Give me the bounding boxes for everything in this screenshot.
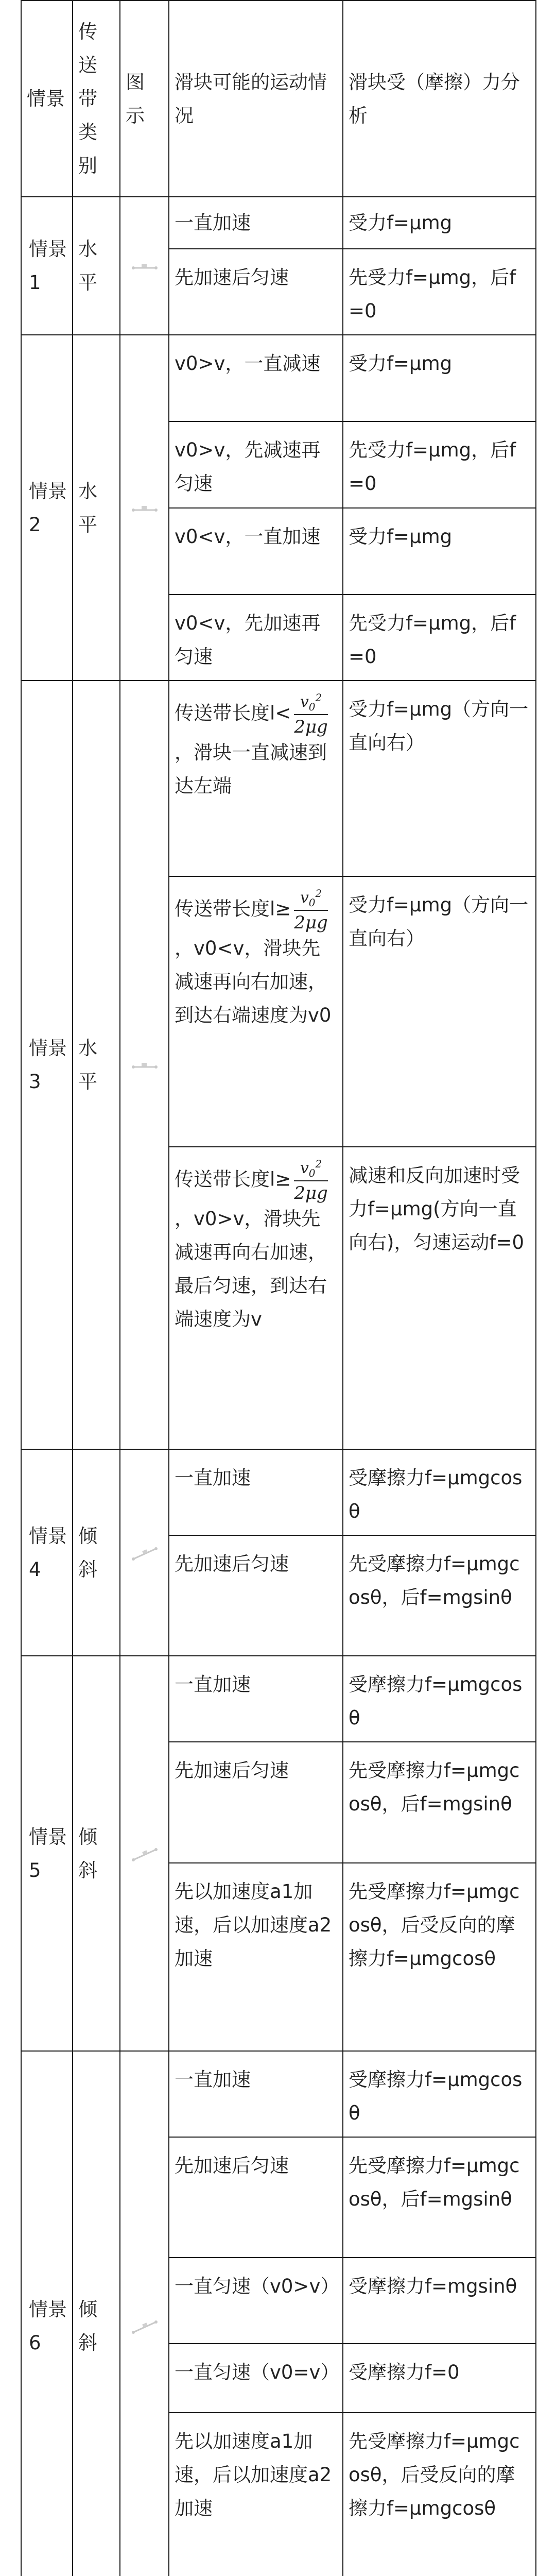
- motion-text: 传送带长度l≥: [175, 1168, 291, 1191]
- force-cell: 受摩擦力f=0: [343, 2344, 536, 2413]
- force-cell: 先受力f=μmg，后f=0: [343, 249, 536, 335]
- force-cell: 先受摩擦力f=μmgcosθ，后f=mgsinθ: [343, 1742, 536, 1863]
- motion-text: ，滑块一直减速到达左端: [175, 741, 327, 797]
- scene-label: 情景6: [21, 2051, 73, 2576]
- table-row: [21, 335, 536, 421]
- figure-cell: [120, 681, 169, 1449]
- scene-label: 情景5: [21, 1656, 73, 2051]
- horizontal-belt-icon: [129, 1057, 160, 1075]
- motion-cell: [169, 876, 343, 1147]
- belt-type: 倾斜: [73, 1449, 120, 1656]
- inclined-belt-icon: [129, 1545, 160, 1563]
- fraction-v0sq-2mug: $\frac{v_0^2}{2\mu g}$: [294, 887, 328, 933]
- force-cell: 受摩擦力f=μmgcosθ: [343, 1449, 536, 1535]
- motion-cell: 一直匀速（v0>v）: [169, 2258, 343, 2344]
- motion-cell: 一直加速: [169, 1449, 343, 1535]
- motion-cell: 一直匀速（v0=v）: [169, 2344, 343, 2413]
- table-row: [21, 1656, 536, 1742]
- motion-cell: 先加速后匀速: [169, 1535, 343, 1656]
- scene-label: 情景2: [21, 335, 73, 681]
- force-cell: 先受摩擦力f=μmgcosθ，后受反向的摩擦力f=μmgcosθ: [343, 1863, 536, 2051]
- table-row: [21, 1449, 536, 1535]
- force-cell: 受摩擦力f=μmgcosθ: [343, 2051, 536, 2137]
- fraction-v0sq-2mug: $\frac{v_0^2}{2\mu g}$: [294, 1158, 328, 1204]
- force-cell: 先受摩擦力f=μmgcosθ，后受反向的摩擦力f=μmgcosθ: [343, 2413, 536, 2576]
- motion-text: ，v0<v，滑块先减速再向右加速，到达右端速度为v0: [175, 937, 332, 1026]
- motion-cell: [169, 1147, 343, 1449]
- scene-label: 情景1: [21, 197, 73, 335]
- motion-cell: 一直加速: [169, 2051, 343, 2137]
- motion-cell: 先加速后匀速: [169, 1742, 343, 1863]
- motion-cell: v0>v，先减速再匀速: [169, 421, 343, 508]
- header-figure: 图示: [120, 1, 169, 197]
- force-cell: 受摩擦力f=mgsinθ: [343, 2258, 536, 2344]
- inclined-belt-icon: [129, 2318, 160, 2336]
- motion-cell: [169, 681, 343, 876]
- header-force: 滑块受（摩擦）力分析: [343, 1, 536, 197]
- header-motion: 滑块可能的运动情况: [169, 1, 343, 197]
- figure-cell: [120, 2051, 169, 2576]
- header-belt-type: 传送带类别: [73, 1, 120, 197]
- force-cell: 受力f=μmg: [343, 197, 536, 249]
- force-cell: 先受力f=μmg，后f=0: [343, 595, 536, 681]
- force-cell: 先受摩擦力f=μmgcosθ，后f=mgsinθ: [343, 1535, 536, 1656]
- horizontal-belt-icon: [129, 500, 160, 518]
- motion-cell: v0<v，一直加速: [169, 508, 343, 595]
- header-scene: 情景: [21, 1, 73, 197]
- fraction-v0sq-2mug: $\frac{v_0^2}{2\mu g}$: [294, 691, 328, 737]
- motion-cell: 一直加速: [169, 1656, 343, 1742]
- force-cell: 先受摩擦力f=μmgcosθ，后f=mgsinθ: [343, 2137, 536, 2258]
- force-cell: 受力f=μmg（方向一直向右）: [343, 681, 536, 876]
- force-cell: 受摩擦力f=μmgcosθ: [343, 1656, 536, 1742]
- force-cell: 先受力f=μmg，后f=0: [343, 421, 536, 508]
- belt-type: 倾斜: [73, 2051, 120, 2576]
- motion-cell: 一直加速: [169, 197, 343, 249]
- conveyor-belt-table: [21, 0, 536, 2576]
- belt-type: 水平: [73, 197, 120, 335]
- force-cell: 受力f=μmg: [343, 508, 536, 595]
- figure-cell: [120, 1656, 169, 2051]
- motion-text: ，v0>v，滑块先减速再向右加速，最后匀速，到达右端速度为v: [175, 1208, 327, 1330]
- motion-cell: v0>v，一直减速: [169, 335, 343, 421]
- motion-text: 传送带长度l<: [175, 702, 291, 724]
- horizontal-belt-icon: [129, 258, 160, 276]
- motion-cell: 先加速后匀速: [169, 2137, 343, 2258]
- motion-cell: 先加速后匀速: [169, 249, 343, 335]
- table-row: [21, 681, 536, 876]
- force-cell: 减速和反向加速时受力f=μmg(方向一直向右)，匀速运动f=0: [343, 1147, 536, 1449]
- scene-label: 情景3: [21, 681, 73, 1449]
- force-cell: 受力f=μmg: [343, 335, 536, 421]
- table-row: [21, 197, 536, 249]
- motion-cell: 先以加速度a1加速，后以加速度a2加速: [169, 2413, 343, 2576]
- figure-cell: [120, 1449, 169, 1656]
- header-row: [21, 1, 536, 197]
- scene-label: 情景4: [21, 1449, 73, 1656]
- motion-cell: v0<v，先加速再匀速: [169, 595, 343, 681]
- figure-cell: [120, 197, 169, 335]
- belt-type: 倾斜: [73, 1656, 120, 2051]
- inclined-belt-icon: [129, 1845, 160, 1864]
- table-row: [21, 2051, 536, 2137]
- motion-text: 传送带长度l≥: [175, 897, 291, 920]
- belt-type: 水平: [73, 335, 120, 681]
- figure-cell: [120, 335, 169, 681]
- force-cell: 受力f=μmg（方向一直向右）: [343, 876, 536, 1147]
- motion-cell: 先以加速度a1加速，后以加速度a2加速: [169, 1863, 343, 2051]
- belt-type: 水平: [73, 681, 120, 1449]
